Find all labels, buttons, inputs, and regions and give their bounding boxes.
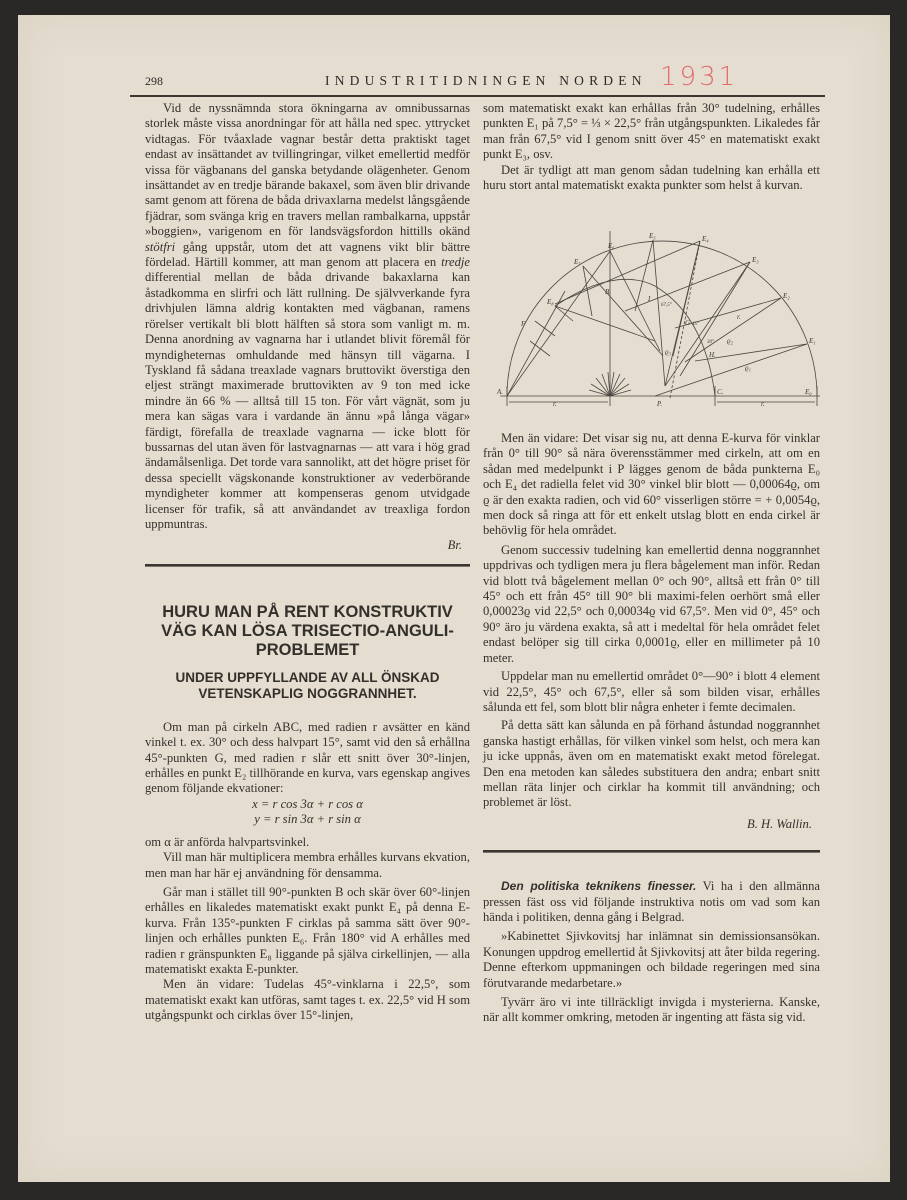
section-divider bbox=[483, 850, 820, 853]
equation-y: y = r sin 3α + r sin α bbox=[254, 811, 361, 826]
article-paragraph: Det är tydligt att man genom sådan tudelning kan erhålla ett huru stort antal matematiskt exakta punkter som helst å kurvan. bbox=[483, 162, 820, 193]
label-I: I bbox=[648, 295, 651, 303]
label-A: A. bbox=[497, 388, 504, 396]
label-E4: E₄ bbox=[702, 235, 709, 243]
emphasis: tredje bbox=[441, 255, 470, 270]
note-paragraph: »Kabinettet Sjivkovitsj har inlämnat sin demissionsansökan. Konungen uppdrog emellertid åt Sjivkovitsj att åter bilda regering. Denne efterkom uppmaningen och bildade regeringen med sina förutvarande medarbetare.» bbox=[483, 929, 820, 990]
label-r-mid: r. bbox=[737, 313, 741, 321]
label-E5: E₅ bbox=[649, 232, 656, 240]
label-E2: E₂ bbox=[783, 292, 790, 300]
bus-paragraph: Vid de nyssnämnda stora ökningarna av omnibussarnas storlek måste vissa anordningar för att hålla ned spec. yttrycket vidtagas. För tvåaxlade vagnar består detta praktiskt taget endast av insättandet av tvillingringar, vilket emellertid medför vissa för vägbanans del ganska betydande olägenheter. Genom insättandet av en tredje bärande bakaxel, som även blir drivande samt genom att förena de båda drivaxlarna medelst långsgående fjädrar, som svänga krig en travers mellan rambalkarna, uppstår »boggien», varigenom en för landsvägsfordon hittills okänd stötfri gång uppstår, utom det att vagnens vikt blir bättre fördelad. Härtill kommer, att man genom att placera en tredje differential mellan de båda drivande bakaxlarna kan åstadkomma en slirfri och lätt rullning. De självverkande fyra drivhjulen lämna aldrig kontakten med vägbanan, ramens rörelser vertikalt bli blott hälften så stora som vanligt m. m. Denna anordning av vagnarna har i utlandet blivit föremål för myndigheternas omhuldande med hänsyn till vägarna. I Tyskland få sådana treaxlade vagnars bruttovikt överstiga den eljest strängt maximerade bruttovikten av 9 ton med icke mindre än 66 % — alltså till 15 ton. För vårt vägnät, som ju mera kan sägas vara i vardande än ännu »på långa vägar» färdigt, förefalla de treaxlade vagnarna — icke blott för bussarnas del utan även för lastvagnarnas — att vara i hög grad ändamålsenliga. Det torde vara sannolikt, att det högre priset för dessa speciellt vägskonande konstruktioner av vederbörande myndigheter kommer att kompenseras genom utvidgade licenser för trafik, så att användandet av treaxliga fordon uppmuntras. bbox=[145, 101, 470, 531]
label-rho3: ϱ₃ bbox=[665, 348, 671, 356]
article-subtitle: UNDER UPPFYLLANDE AV ALL ÖNSKAD VETENSKAPLIG NOGGRANNHET. bbox=[175, 669, 440, 701]
politics-note bbox=[483, 879, 820, 1026]
header-rule bbox=[130, 95, 825, 97]
label-E6: E₆ bbox=[608, 242, 615, 250]
article-paragraph: Men än vidare: Tudelas 45°-vinklarna i 22,5°, som matematiskt exakt kan utföras, samt tages t. ex. 22,5° vid H som utgångspunkt och cirklas över 15°-linjen, bbox=[145, 977, 470, 1023]
article-paragraph: På detta sätt kan sålunda en på förhand åstundad noggrannhet ganska hastigt erhållas, för vilken vinkel som helst, och mera kan ju icke uppnås, även om en matematiskt exakt metod förelegat. Den ena metoden kan således substituera den andra; enbart snitt mellan räta linjer och cirklar ha kommit till användning; och problemet är löst. bbox=[483, 718, 820, 810]
trisection-article bbox=[145, 603, 470, 1024]
page-header bbox=[145, 62, 825, 94]
emphasis: stötfri bbox=[145, 239, 176, 254]
label-r-right: r. bbox=[761, 400, 765, 408]
label-angle-45: 45° bbox=[692, 322, 699, 327]
journal-title: INDUSTRITIDNINGEN NORDEN bbox=[325, 73, 647, 88]
trisection-diagram bbox=[495, 226, 825, 416]
note-paragraph: Tyvärr äro vi inte tillräckligt invigda i mysteriernа. Kanske, när allt kommer omkring, metoden är ingenting att fästa sig vid. bbox=[483, 995, 820, 1025]
article-paragraph: om α är anförda halvpartsvinkel. bbox=[145, 834, 310, 849]
article-paragraph: Uppdelar man nu emellertid området 0°—90° i blott 4 element vid 22,5°, 45° och 67,5°, eller så som bilden visar, erhålles sålunda ett fel, som blott blir några enheter i femte decimalen. bbox=[483, 669, 820, 714]
label-C: C. bbox=[717, 388, 724, 396]
article-paragraph: Om man på cirkeln ABC, med radien r avsätter en känd vinkel t. ex. 30° och dess halvpart 15°, samt vid den så erhållna 45°-punkten G, med radien r slår ett snitt över 30°-linjen, erhålles en punkt E₂ tillhörande en kurva, vars egenskap angives genom följande ekvationer: bbox=[145, 719, 470, 796]
note-lead-in: Den politiska teknikens finesser. bbox=[501, 879, 697, 894]
article-paragraph: som matematiskt exakt kan erhållas från 30° tudelning, erhålles punkten E₁ på 7,5° = ⅓ × 22,5° från utgångspunkten. Likaledes får man från 67,5° vid I genom snitt över 45° en matematiskt exakt punkt E₃, osv. bbox=[483, 101, 820, 162]
label-r-left: r. bbox=[553, 400, 557, 408]
label-P: P. bbox=[657, 400, 663, 408]
label-E7: E₇ bbox=[574, 258, 581, 266]
label-angle-67: 67,5° bbox=[661, 303, 672, 308]
label-B: B. bbox=[605, 288, 612, 296]
outer-arc bbox=[507, 241, 817, 396]
page-number: 298 bbox=[145, 74, 163, 88]
label-G: G bbox=[685, 319, 691, 327]
author-signature: B. H. Wallin. bbox=[747, 816, 812, 831]
bus-article bbox=[145, 101, 470, 554]
article-paragraph: Men än vidare: Det visar sig nu, att denna E-kurva för vinklar från 0° till 90° så nära överensstämmer med cirkeln, att om en sådan med medelpunkt i P lägges genom de båda punkterna E₀ och E₄ det radiella felet vid 30° vinkel blir blott — 0,00064ϱ, om ϱ är den exakta radien, och vid 60° visserligen större = + 0,0054ϱ, men dock så ringa att för ett enkelt utslag blott en enda cirkel är behövlig för hela området. bbox=[483, 431, 820, 538]
label-E0: E₀ bbox=[805, 388, 812, 396]
note-paragraph: Den politiska teknikens finesser. Vi ha i den allmänna pressen fäst oss vid följande instruktiva notis om vad som kan hända i politiken, denna gång i Belgrad. bbox=[483, 879, 820, 924]
left-column bbox=[145, 101, 470, 1024]
article-paragraph: Vill man här multiplicera membra erhålles kurvans ekvation, men man har här ej användning för densamma. bbox=[145, 850, 470, 880]
label-rho1: ϱ₁ bbox=[745, 364, 751, 372]
article-title: HURU MAN PÅ RENT KONSTRUKTIV VÄG KAN LÖSA TRISECTIO-ANGULI-PROBLEMET bbox=[161, 602, 454, 659]
label-E8: E₈ bbox=[547, 298, 554, 306]
equation-x: x = r cos 3α + r cos α bbox=[252, 796, 363, 811]
handwritten-year: 1931 bbox=[660, 62, 739, 92]
label-H: H. bbox=[709, 351, 716, 359]
right-column-lower bbox=[483, 431, 820, 1026]
label-F: F bbox=[521, 320, 526, 328]
section-divider bbox=[145, 564, 470, 567]
label-E1: E₁ bbox=[809, 337, 816, 345]
label-angle-30: 30° bbox=[707, 340, 714, 345]
article-paragraph: Går man i stället till 90°-punkten B och skär över 60°-linjen erhålles en likaledes matematiskt exakt punkt E₄ på denna E-kurva. Från 135°-punkten F cirklas på samma sätt över 90°-linjen och erhålles punkten E₆. Från 180° vid A erhålles med radien r gränspunkten E₈ liggande på själva cirkellinjen, — alla matematiskt exakta E-punkter. bbox=[145, 885, 470, 977]
label-E3: E₃ bbox=[752, 256, 759, 264]
inner-arc bbox=[555, 279, 715, 396]
right-column bbox=[483, 101, 820, 193]
author-signature: Br. bbox=[447, 538, 462, 553]
label-rho2: ϱ₂ bbox=[727, 337, 733, 345]
article-paragraph: Genom successiv tudelning kan emellertid denna noggrannhet uppdrivas och tydligen mera ju flera bågelement man inför. Redan vid blott två bågelement mellan 0° och 90°, alltså ett från 0° till 45° och ett från 45° till 90° bli maximi-felen oerhört små eller 0,00023ϱ vid 22,5° och 0,00034ϱ vid 67,5°. Men vid 0°, 45° och 90° äro ju värdena exakta, så att i medeltal för hela området felet endast belöper sig till cirka 0,0001ϱ, eller en millimeter på 10 meter. bbox=[483, 542, 820, 665]
